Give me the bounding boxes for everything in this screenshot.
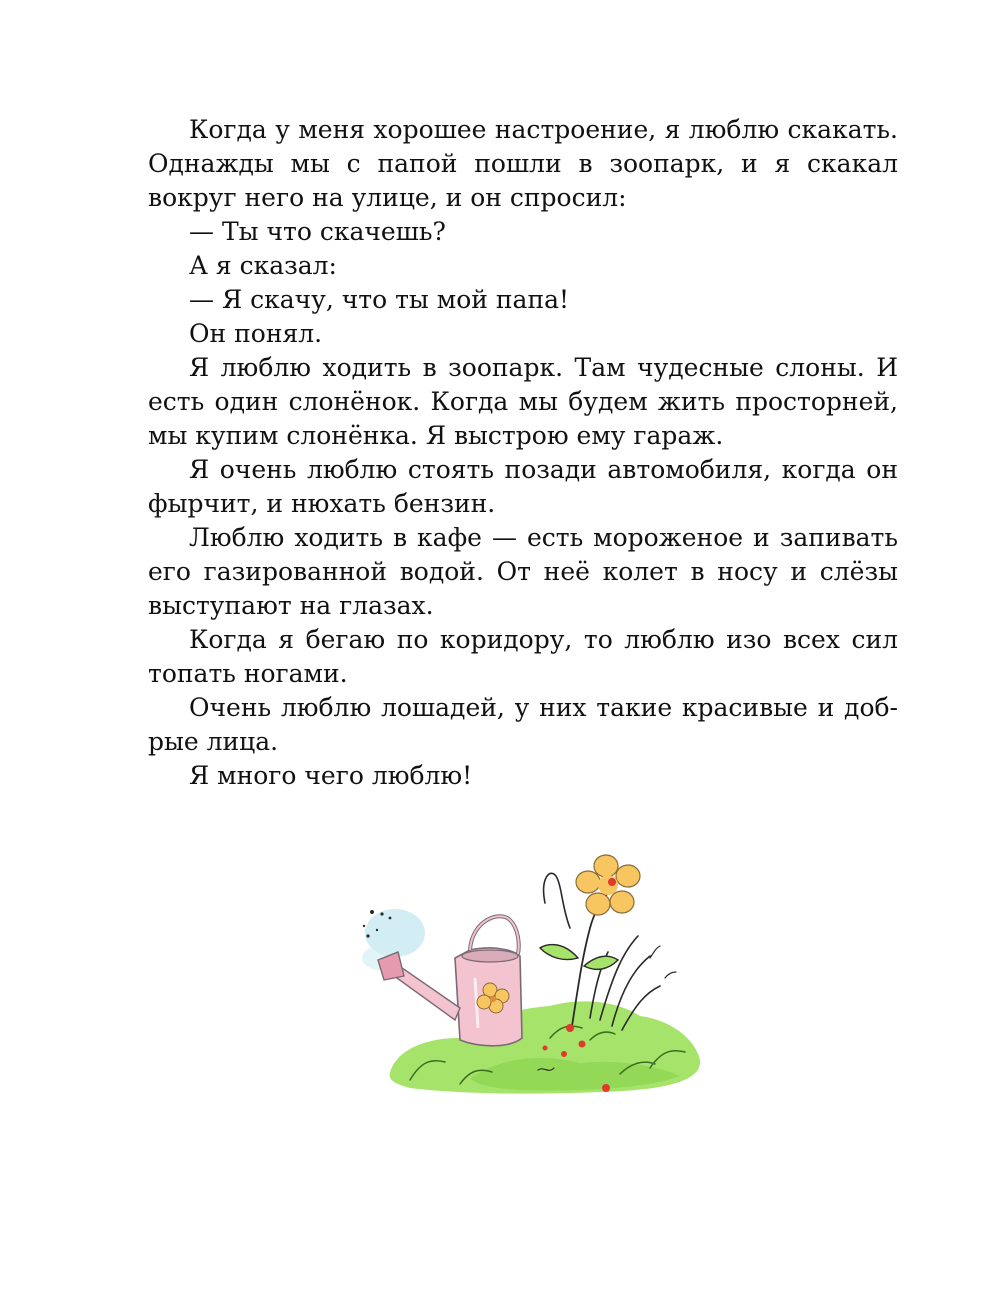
paragraph-7: Я очень люблю стоять позади автомобиля, когда он фырчит, и нюхать бензин. bbox=[148, 455, 898, 518]
paragraph-11: Я много чего люблю! bbox=[189, 761, 473, 790]
paragraph-5: Он понял. bbox=[189, 319, 323, 348]
paragraph-10: Очень люблю лошадей, у них такие красивые и добрые лица. bbox=[148, 693, 898, 756]
paragraph-1: Когда у меня хорошее настроение, я люблю скакать. Однажды мы с папой пошли в зоопарк, и я скакал вокруг него на улице, и он спросил: bbox=[148, 115, 898, 212]
yellow-flower-icon bbox=[576, 855, 640, 915]
paragraph-6: Я люблю ходить в зоопарк. Там чудесные слоны. И есть один слонёнок. Когда мы будем жить просторней, мы купим слонёнка. Я выстрою ему гараж. bbox=[148, 353, 898, 450]
paragraph-9: Когда я бегаю по коридору, то люблю изо всех сил топать ногами. bbox=[148, 625, 898, 688]
paragraph-8: Люблю ходить в кафе — есть мороженое и запивать его газированной водой. От неё колет в носу и слёзы выступают на глазах. bbox=[148, 523, 898, 620]
paragraph-2: — Ты что скачешь? bbox=[189, 217, 446, 246]
leaf-icon bbox=[540, 945, 578, 960]
paragraph-4: — Я скачу, что ты мой папа! bbox=[189, 285, 570, 314]
watering-can-flower-grass-illustration bbox=[350, 848, 710, 1098]
story-text bbox=[148, 113, 898, 793]
paragraph-3: А я сказал: bbox=[189, 251, 337, 280]
leaf-icon bbox=[584, 956, 618, 969]
